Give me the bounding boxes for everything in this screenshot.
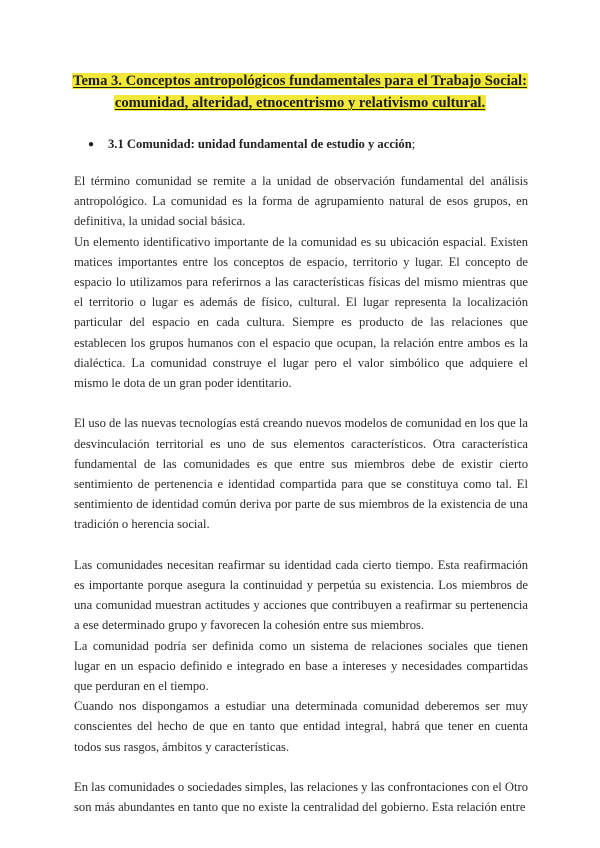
paragraph-2: Un elemento identificativo importante de la comunidad es su ubicación espacial. Existen matices importantes entre los conceptos de espacio, territorio y lugar. El concepto de espacio lo utilizamos para referirnos a las características físicas del mismo mientras que el territorio o lugar es además de físico, cultural. El lugar representa la localización particular del espacio en cada cultura. Siempre es producto de las relaciones que establecen los grupos humanos con el espacio que ocupan, la relación entre ambos es la dialéctica. La comunidad construye el lugar pero el valor simbólico que adquiere el mismo le dota de un gran poder identitario. [74, 234, 528, 391]
paragraph-6: Cuando nos dispongamos a estudiar una determinada comunidad deberemos ser muy conscientes del hecho de que en tanto que entidad integral, habrá que tener en cuenta todos sus rasgos, ámbitos y características. [74, 699, 528, 754]
section-heading [88, 134, 415, 155]
bullet-icon: ● [88, 139, 95, 150]
section-heading-suffix: ; [411, 137, 416, 151]
title-line-2: comunidad, alteridad, etnocentrismo y relativismo cultural. [114, 95, 486, 111]
document-body [74, 171, 528, 817]
document-title [60, 70, 540, 114]
paragraph-3: El uso de las nuevas tecnologías está creando nuevos modelos de comunidad en los que la desvinculación territorial es uno de sus elementos característicos. Otra característica fundamental de las comunidades es que entre sus miembros debe de existir cierto sentimiento de pertenencia e identidad compartida para que se constituya como tal. El sentimiento de identidad común deriva por parte de sus miembros de la existencia de una tradición o herencia social. [74, 416, 528, 532]
paragraph-5: La comunidad podría ser definida como un sistema de relaciones sociales que tienen lugar en un espacio definido e integrado en base a intereses y necesidades compartidas que perduran en el tiempo. [74, 638, 528, 694]
title-line-1: Tema 3. Conceptos antropológicos fundamentales para el Trabajo Social: [73, 73, 527, 89]
section-heading-text: 3.1 Comunidad: unidad fundamental de estudio y acción [108, 137, 412, 151]
paragraph-4: Las comunidades necesitan reafirmar su identidad cada cierto tiempo. Esta reafirmación es importante porque asegura la continuidad y perpetúa su existencia. Los miembros de una comunidad muestran actitudes y acciones que contribuyen a reafirmar su pertenencia a ese determinado grupo y favorecen la cohesión entre sus miembros. [74, 557, 528, 633]
paragraph-1: El término comunidad se remite a la unidad de observación fundamental del análisis antropológico. La comunidad es la forma de agrupamiento natural de esos grupos, en definitiva, la unidad social básica. [74, 174, 528, 229]
paragraph-7: En las comunidades o sociedades simples, las relaciones y las confrontaciones con el Otro son más abundantes en tanto que no existe la centralidad del gobierno. Esta relación entre [74, 780, 528, 815]
